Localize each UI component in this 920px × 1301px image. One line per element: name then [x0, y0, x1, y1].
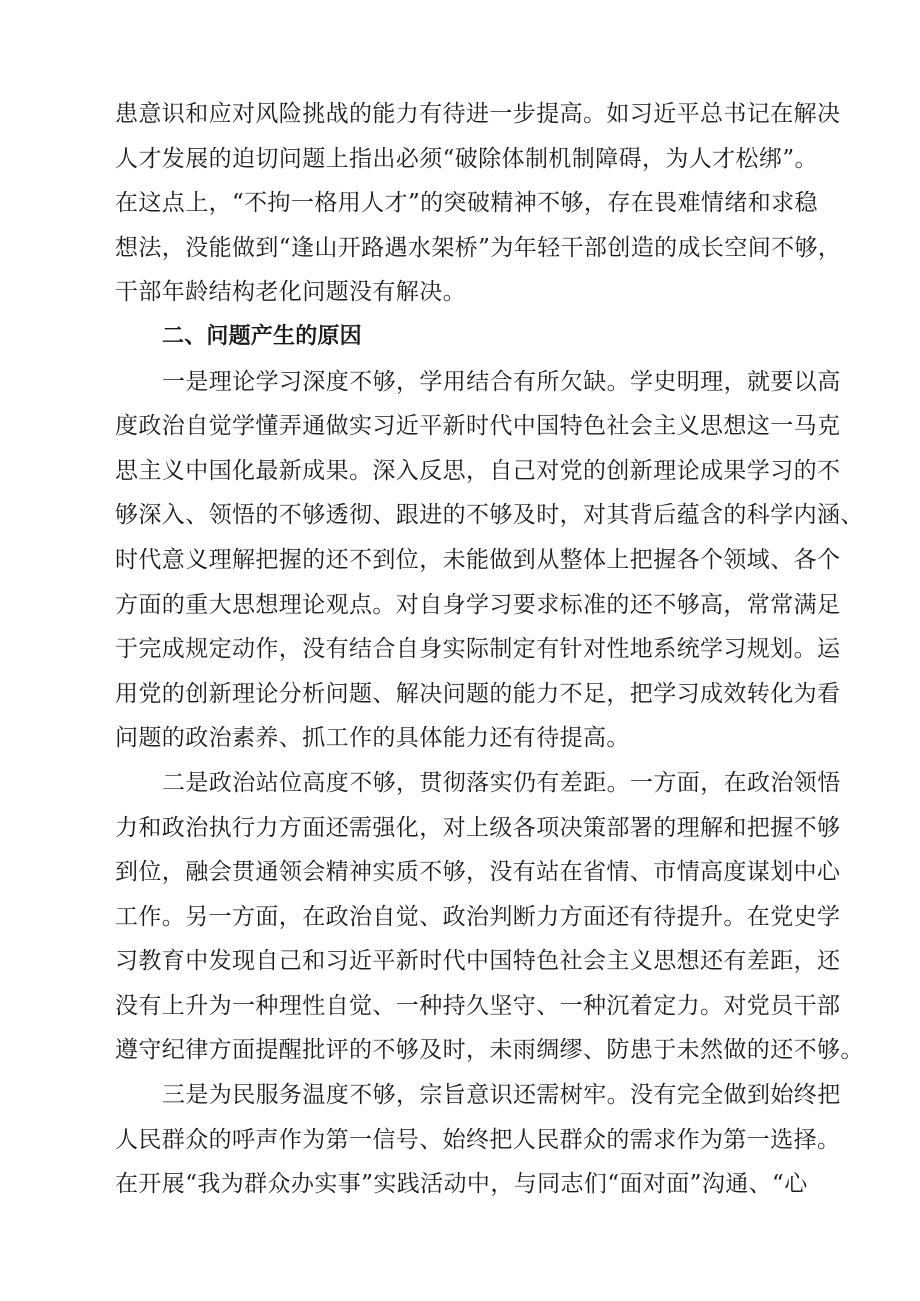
- text-line: 在开展“我为群众办实事”实践活动中，与同志们“面对面”沟通、“心: [115, 1171, 808, 1198]
- text-line: 时代意义理解把握的还不到位，未能做到从整体上把握各个领域、各个: [115, 546, 841, 573]
- text-line: 工作。另一方面，在政治自觉、政治判断力方面还有待提升。在党史学: [115, 903, 841, 930]
- text-line: 思主义中国化最新成果。深入反思，自己对党的创新理论成果学习的不: [115, 457, 841, 484]
- text-line: 度政治自觉学懂弄通做实习近平新时代中国特色社会主义思想这一马克: [115, 413, 841, 440]
- text-line: 患意识和应对风险挑战的能力有待进一步提高。如习近平总书记在解决: [115, 101, 841, 127]
- section-heading: 二、问题产生的原因: [162, 323, 362, 349]
- text-line: 用党的创新理论分析问题、解决问题的能力不足，把学习成效转化为看: [115, 680, 841, 707]
- text-line: 够深入、领悟的不够透彻、跟进的不够及时，对其背后蕴含的科学内涵、: [115, 502, 864, 529]
- text-line: 干部年龄结构老化问题没有解决。: [115, 279, 466, 306]
- text-line: 遵守纪律方面提醒批评的不够及时，未雨绸缪、防患于未然做的还不够。: [115, 1037, 864, 1064]
- text-line: 于完成规定动作，没有结合自身实际制定有针对性地系统学习规划。运: [115, 636, 841, 663]
- text-line: 在这点上，“不拘一格用人才”的突破精神不够，存在畏难情绪和求稳: [115, 190, 818, 217]
- paragraph-first-line: 一是理论学习深度不够，学用结合有所欠缺。学史明理，就要以高: [162, 368, 841, 395]
- text-line: 没有上升为一种理性自觉、一种持久坚守、一种沉着定力。对党员干部: [115, 992, 841, 1019]
- text-line: 人民群众的呼声作为第一信号、始终把人民群众的需求作为第一选择。: [115, 1126, 841, 1153]
- text-line: 到位，融会贯通领会精神实质不够，没有站在省情、市情高度谋划中心: [115, 859, 841, 886]
- text-line: 人才发展的迫切问题上指出必须“破除体制机制障碍，为人才松绑”。: [115, 145, 818, 172]
- text-line: 习教育中发现自己和习近平新时代中国特色社会主义思想还有差距，还: [115, 948, 841, 975]
- text-line: 方面的重大思想理论观点。对自身学习要求标准的还不够高，常常满足: [115, 591, 841, 618]
- paragraph-first-line: 二是政治站位高度不够，贯彻落实仍有差距。一方面，在政治领悟: [162, 769, 841, 796]
- text-line: 力和政治执行力方面还需强化，对上级各项决策部署的理解和把握不够: [115, 814, 841, 841]
- text-line: 问题的政治素养、抓工作的具体能力还有待提高。: [115, 725, 630, 752]
- text-line: 想法，没能做到“逢山开路遇水架桥”为年轻干部创造的成长空间不够，: [115, 234, 842, 261]
- paragraph-first-line: 三是为民服务温度不够，宗旨意识还需树牢。没有完全做到始终把: [162, 1082, 841, 1109]
- document-body: [115, 92, 864, 1207]
